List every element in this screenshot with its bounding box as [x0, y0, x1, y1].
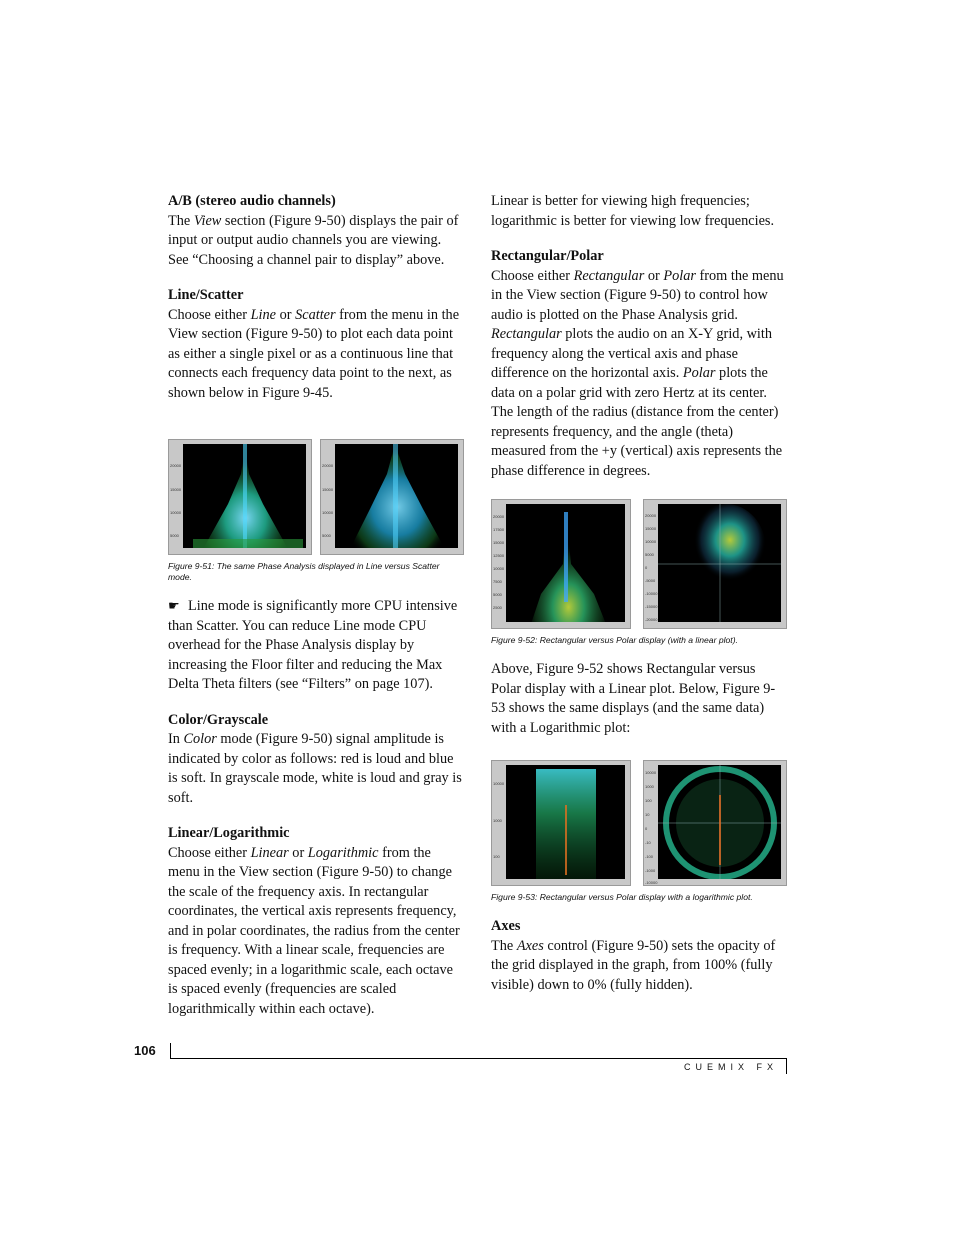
- intro-paragraph: Linear is better for viewing high frequencies; logarithmic is better for viewing low frequencies.: [491, 193, 775, 229]
- rectangular-linear-graphic: [506, 504, 625, 622]
- axis-tick-label: 10000: [645, 539, 657, 544]
- figure-9-52-images: [491, 499, 787, 629]
- figure-9-53-images: [491, 760, 787, 886]
- axis-tick-label: 10: [645, 812, 650, 817]
- heading-ab-channels: A/B (stereo audio channels): [168, 193, 336, 209]
- pointing-hand-icon: ☛: [168, 599, 180, 614]
- axis-tick-label: 100: [493, 854, 500, 859]
- axis-tick-label: 2500: [493, 605, 502, 610]
- axis-tick-label: 7500: [493, 579, 502, 584]
- axis-tick-label: 5000: [322, 533, 331, 538]
- axis-tick-label: 15000: [170, 487, 182, 492]
- axis-tick-label: 20000: [170, 463, 182, 468]
- emphasis-rectangular: Rectangular: [573, 267, 645, 284]
- emphasis-view: View: [193, 212, 222, 229]
- phase-analysis-line-mode-image: [168, 439, 312, 555]
- axis-tick-label: 10000: [493, 566, 505, 571]
- axis-tick-label: -20000: [645, 617, 658, 622]
- text-run: The: [168, 212, 194, 229]
- plot-area: [658, 504, 781, 622]
- axis-tick-label: -15000: [645, 604, 658, 609]
- axis-tick-label: 1000: [493, 818, 502, 823]
- axis-tick-label: -10: [645, 840, 651, 845]
- right-column: [491, 192, 787, 1011]
- axes-paragraph: [491, 937, 787, 996]
- phase-analysis-scatter-mode-image: [320, 439, 464, 555]
- axis-tick-label: 10000: [493, 781, 505, 786]
- emphasis-scatter: Scatter: [295, 306, 336, 323]
- polar-log-plot-image: [643, 760, 787, 886]
- text-run: Choose either: [168, 844, 251, 861]
- plot-area: [183, 444, 306, 548]
- axis-tick-label: 20000: [645, 513, 657, 518]
- section-figure-comparison: [491, 660, 787, 738]
- text-run: from the menu in the View section (Figure 9-50) to control how audio is plotted on the Phase Analysis grid.: [491, 267, 784, 323]
- text-run: section (Figure 9-50) displays the pair of input or output audio channels you are viewing. See “Choosing a channel pair to display” above.: [168, 212, 459, 268]
- figure-9-52: [491, 499, 787, 646]
- section-linear-intro: [491, 192, 787, 231]
- section-line-scatter: [168, 286, 464, 403]
- figure-9-53: [491, 760, 787, 903]
- plot-area: [506, 765, 625, 879]
- axis-tick-label: 0: [645, 826, 648, 831]
- axis-tick-label: 15000: [322, 487, 334, 492]
- section-rectangular-polar: [491, 247, 787, 481]
- axis-tick-label: 15000: [645, 526, 657, 531]
- note-paragraph: [168, 597, 464, 695]
- figure-9-51-caption: Figure 9-51: The same Phase Analysis displayed in Line versus Scatter mode.: [168, 561, 440, 582]
- figure-9-52-caption: Figure 9-52: Rectangular versus Polar display (with a linear plot).: [491, 635, 738, 645]
- text-run: Choose either: [491, 267, 574, 284]
- line-scatter-paragraph: [168, 306, 464, 404]
- text-run: mode (Figure 9-50) signal amplitude is indicated by color as follows: red is loud and blue is soft. In grayscale mode, white is loud and gray is soft.: [168, 731, 462, 806]
- polar-linear-graphic: [658, 504, 781, 622]
- color-paragraph: [168, 730, 464, 808]
- text-run: control (Figure 9-50) sets the opacity of the grid displayed in the graph, from 100% (fully visible) down to 0% (fully hidden).: [491, 937, 776, 993]
- polar-log-graphic: [658, 765, 781, 879]
- section-ab-channels: [168, 192, 464, 270]
- axis-tick-label: 15000: [493, 540, 505, 545]
- axis-tick-label: -10000: [645, 591, 658, 596]
- text-run: Choose either: [168, 306, 251, 323]
- rectangular-linear-plot-image: [491, 499, 631, 629]
- axis-tick-label: 12500: [493, 553, 505, 558]
- scatter-mode-scatter-graphic: [335, 444, 458, 548]
- axis-tick-label: 10000: [645, 770, 657, 775]
- axis-tick-label: 1000: [645, 784, 654, 789]
- axis-tick-label: 17500: [493, 527, 505, 532]
- plot-area: [506, 504, 625, 622]
- axis-tick-label: -100: [645, 854, 654, 859]
- axis-tick-label: 5000: [170, 533, 179, 538]
- axis-tick-label: 10000: [170, 510, 182, 515]
- footer-rule-left-tick: [170, 1043, 171, 1059]
- axis-tick-label: -5000: [645, 578, 656, 583]
- axis-tick-label: 100: [645, 798, 652, 803]
- heading-rectangular-polar: Rectangular/Polar: [491, 248, 604, 264]
- emphasis-axes: Axes: [516, 937, 544, 954]
- rectangular-log-graphic: [506, 765, 625, 879]
- axis-tick-label: 10000: [322, 510, 334, 515]
- section-color-grayscale: [168, 711, 464, 809]
- text-run: plots the data on a polar grid with zero Hertz at its center. The length of the radius (distance from the center) represents frequency, and the angle (theta) measured from the +y (vertical) axis represents the phase difference in degrees.: [491, 365, 783, 479]
- section-linear-logarithmic: [168, 824, 464, 1019]
- note-line-mode-cpu: [168, 597, 464, 695]
- heading-linear-logarithmic: Linear/Logarithmic: [168, 825, 290, 841]
- emphasis-polar: Polar: [682, 365, 716, 381]
- axis-tick-label: 5000: [493, 592, 502, 597]
- text-run: The: [491, 937, 517, 954]
- emphasis-color: Color: [183, 731, 217, 747]
- text-run: plots the audio on an X-Y grid, with frequency along the vertical axis and phase difference on the horizontal axis.: [491, 326, 773, 381]
- axis-tick-label: 5000: [645, 552, 654, 557]
- figure-9-51: [168, 439, 464, 583]
- rectangular-log-plot-image: [491, 760, 631, 886]
- emphasis-rectangular: Rectangular: [491, 326, 562, 342]
- plot-area: [658, 765, 781, 879]
- left-column: [168, 192, 464, 1035]
- figure-9-51-images: [168, 439, 464, 555]
- emphasis-linear: Linear: [250, 844, 289, 861]
- footer-rule: [170, 1058, 787, 1059]
- text-run: or: [288, 844, 308, 861]
- above-paragraph: Above, Figure 9-52 shows Rectangular versus Polar display with a Linear plot. Below, Figure 9-53 shows the same displays (and the same data) with a Logarithmic plot:: [491, 661, 776, 736]
- heading-color-grayscale: Color/Grayscale: [168, 711, 269, 728]
- ab-paragraph: [168, 212, 464, 271]
- line-mode-scatter-graphic: [183, 444, 306, 548]
- text-run: In: [168, 731, 184, 747]
- polar-linear-plot-image: [643, 499, 787, 629]
- text-run: or: [644, 267, 664, 284]
- axis-tick-label: 20000: [493, 514, 505, 519]
- note-text: Line mode is significantly more CPU intensive than Scatter. You can reduce Line mode CPU overhead for the Phase Analysis display by increasing the Floor filter and reducing the Max Delta Theta filters (see “Filters” on page 107).: [168, 598, 458, 692]
- linlog-paragraph: [168, 844, 464, 1020]
- axis-tick-label: 0: [645, 565, 648, 570]
- text-run: from the menu in the View section (Figure 9-50) to plot each data point as either a single pixel or as a continuous line that connects each frequency data point to the next, as shown below in Figure 9-45.: [168, 306, 460, 401]
- section-axes: [491, 917, 787, 995]
- figure-9-53-caption: Figure 9-53: Rectangular versus Polar display with a logarithmic plot.: [491, 892, 753, 902]
- emphasis-line: Line: [250, 306, 277, 323]
- axis-tick-label: -1000: [645, 868, 656, 873]
- axis-tick-label: 20000: [322, 463, 334, 468]
- emphasis-logarithmic: Logarithmic: [307, 844, 379, 861]
- footer-rule-right-tick: [786, 1058, 787, 1074]
- text-run: or: [276, 306, 296, 323]
- plot-area: [335, 444, 458, 548]
- emphasis-polar: Polar: [663, 267, 696, 284]
- heading-line-scatter: Line/Scatter: [168, 287, 244, 303]
- text-run: from the menu in the View section (Figure 9-50) to change the scale of the frequency axis. In rectangular coordinates, the vertical axis represents frequency, and in polar coordinates, the radius from the center is frequency. With a linear scale, frequencies are spaced evenly; in a logarithmic scale, each octave is spaced evenly (frequencies are scaled logarithmically within each octave).: [168, 844, 460, 1017]
- page-number: 106: [134, 1043, 156, 1058]
- rectpolar-paragraph: [491, 267, 787, 482]
- axis-tick-label: -10000: [645, 880, 658, 885]
- running-footer-title: CUEMIX FX: [683, 1062, 778, 1072]
- heading-axes: Axes: [491, 918, 521, 934]
